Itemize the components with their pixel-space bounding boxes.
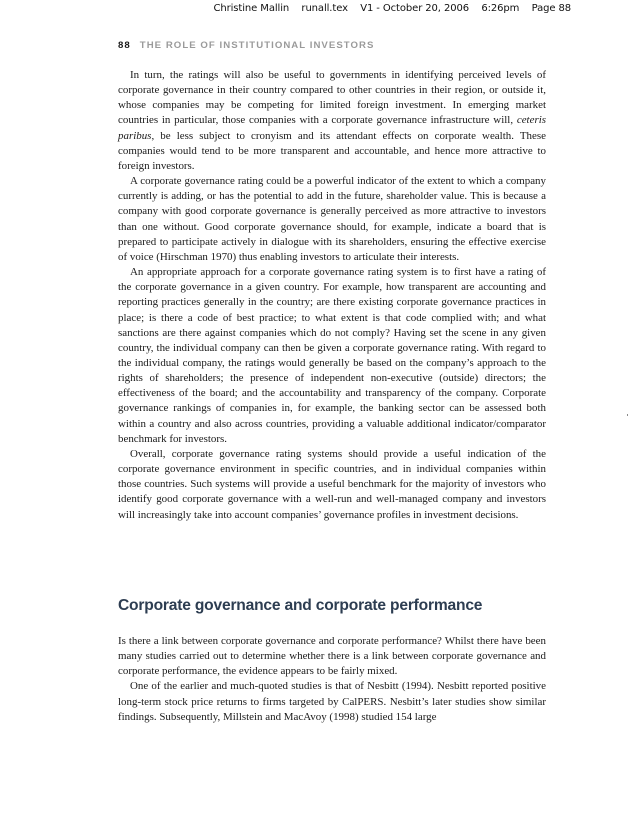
page-number: 88 (118, 40, 131, 51)
italic-term: ceteris paribus (118, 114, 546, 142)
section-heading: Corporate governance and corporate performance (118, 597, 483, 614)
section-paragraph-2: One of the earlier and much-quoted studies is that of Nesbitt (1994). Nesbitt reported positive long-term stock price returns to firms targeted by CalPERS. Nesbitt’s later studies show similar findings. Subsequently, Millstein and MacAvoy (1998) studied 154 large (118, 680, 546, 723)
body-text (118, 68, 546, 523)
section-body-text (118, 634, 546, 725)
section-paragraph-1: Is there a link between corporate governance and corporate performance? Whilst there have been many studies carried out to determine whether there is a link between corporate governance and corporate performance, the evidence appears to be fairly mixed. (118, 635, 546, 678)
paragraph-1: In turn, the ratings will also be useful to governments in identifying perceived levels of corporate governance in their country compared to other countries in their region, or outside it, whose companies may be competing for limited foreign investment. In emerging market countries in particular, those companies with a corporate governance infrastructure will, ceteris paribus, be less subject to cronyism and its attendant effects on corporate wealth. These companies would tend to be more transparent and accountable, and hence more attractive to foreign investors. (118, 69, 546, 172)
margin-mark (627, 414, 628, 416)
page-header (118, 40, 374, 51)
running-header: Christine Mallin runall.tex V1 - October 20, 2006 6:26pm Page 88 (213, 3, 571, 14)
paragraph-2: A corporate governance rating could be a powerful indicator of the extent to which a company currently is adding, or has the potential to add in the future, shareholder value. This is because a company with good corporate governance is generally perceived as more attractive to investors than one without. Good corporate governance should, for example, indicate a board that is prepared to participate actively in dialogue with its shareholders, ensuring the effective exercise of voice (Hirschman 1970) thus enabling investors to articulate their interests. (118, 175, 546, 263)
paragraph-3: An appropriate approach for a corporate governance rating system is to first have a rating of the corporate governance in a given country. For example, how transparent are accounting and reporting practices generally in the country; are there existing corporate governance practices in place; is there a code of best practice; to what extent is that code complied with; and what sanctions are there against companies which do not comply? Having set the scene in any given country, the individual company can then be given a corporate governance rating. With regard to the individual company, the ratings would generally be based on the company’s approach to the rights of shareholders; the presence of independent non-executive (outside) directors; the effectiveness of the board; and the accountability and transparency of the company. Corporate governance rankings of companies in, for example, the banking sector can be assessed both within a country and also across countries, providing a valuable additional indicator/comparator benchmark for investors. (118, 266, 546, 445)
chapter-title: THE ROLE OF INSTITUTIONAL INVESTORS (139, 40, 375, 51)
paragraph-4: Overall, corporate governance rating systems should provide a useful indication of the corporate governance environment in specific countries, and in individual companies within those countries. Such systems will provide a useful benchmark for the majority of investors who identify good corporate governance with a well-run and well-managed company and investors will increasingly take into account companies’ governance profiles in investment decisions. (118, 447, 546, 521)
